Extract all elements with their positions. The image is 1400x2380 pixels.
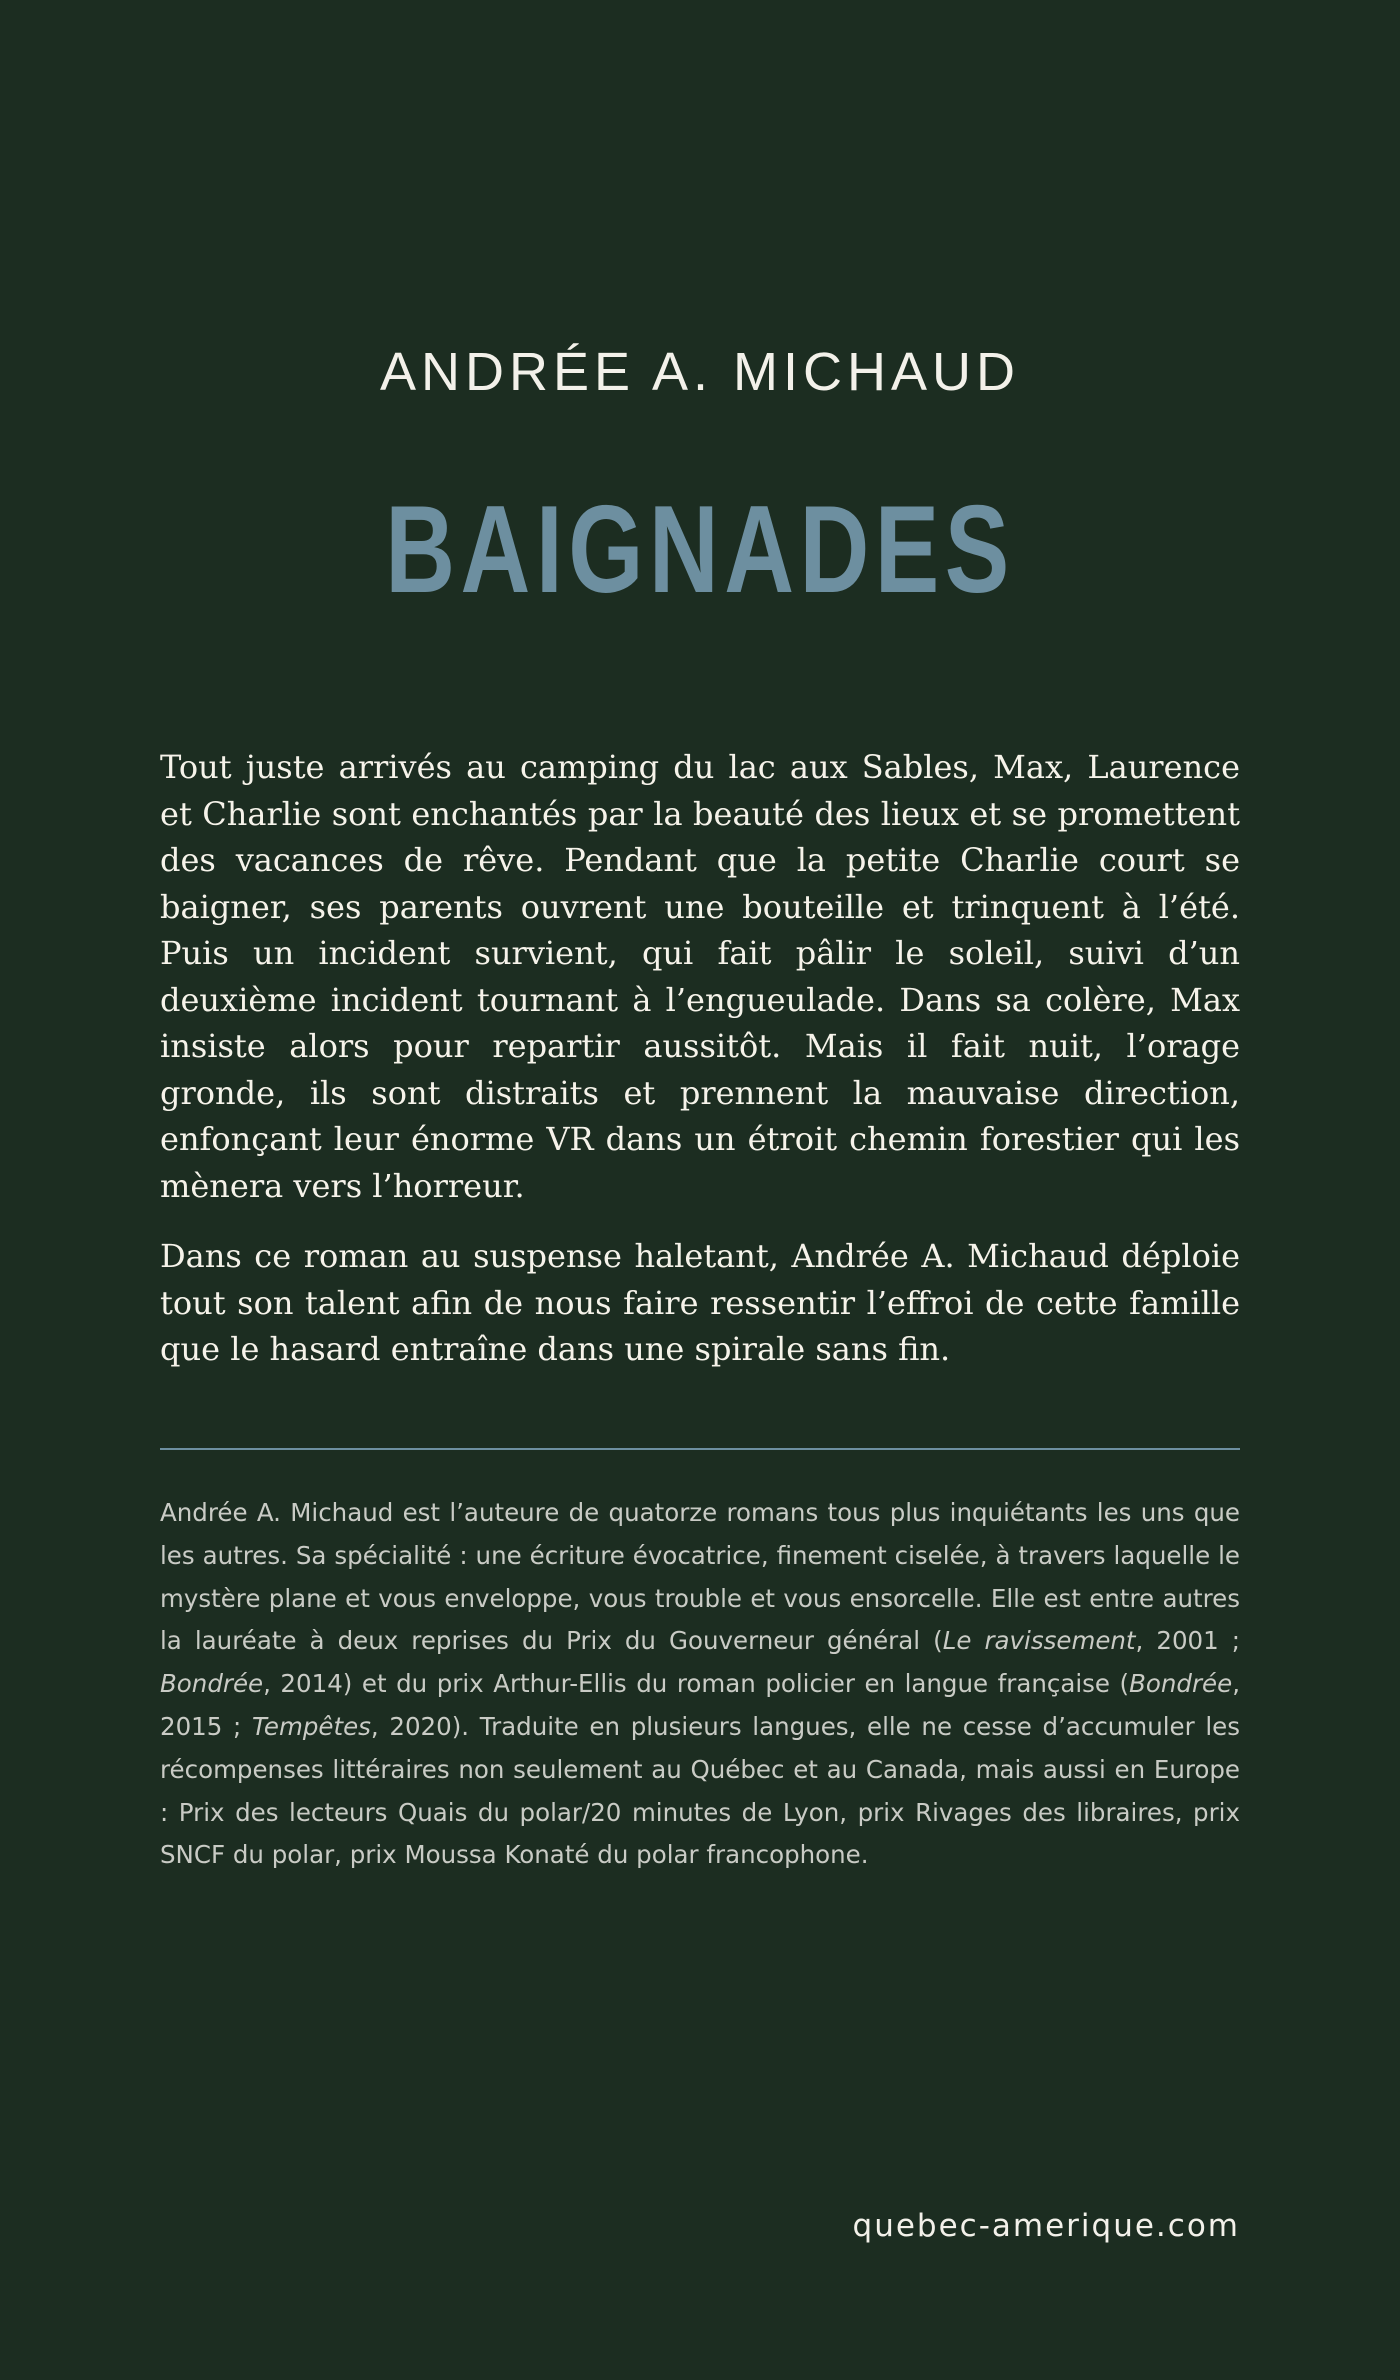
synopsis-paragraph-2: Dans ce roman au suspense haletant, Andrée A. Michaud déploie tout son talent afin de nous faire ressentir l’effroi de cette famille que le hasard entraîne dans une spirale sans fin.	[160, 1237, 1240, 1368]
author-bio	[160, 1492, 1240, 1877]
bio-text: , 2001 ;	[1135, 1626, 1241, 1656]
bio-book-title: Bondrée	[1129, 1669, 1233, 1699]
author-name: ANDRÉE A. MICHAUD	[379, 342, 1021, 402]
bio-text: , 2014) et du prix Arthur-Ellis du roman policier en langue française (	[263, 1669, 1130, 1699]
bio-book-title: Tempêtes	[251, 1711, 371, 1741]
synopsis	[160, 744, 1240, 1397]
bio-book-title: Le ravissement	[942, 1626, 1136, 1656]
synopsis-paragraph-1: Tout juste arrivés au camping du lac aux Sables, Max, Laurence et Charlie sont enchantés par la beauté des lieux et se promettent des vacances de rêve. Pendant que la petite Charlie court se baigner, ses parents ouvrent une bouteille et trinquent à l’été. Puis un incident survient, qui fait pâlir le soleil, suivi d’un deuxième incident tournant à l’engueulade. Dans sa colère, Max insiste alors pour repartir aussitôt. Mais il fait nuit, l’orage gronde, ils sont distraits et prennent la mauvaise direction, enfonçant leur énorme VR dans un étroit chemin forestier qui les mènera vers l’horreur.	[160, 748, 1240, 1205]
publisher-website: quebec-amerique.com	[852, 2208, 1240, 2244]
bio-text: , 2020). Traduite en plusieurs langues, elle ne cesse d’accumuler les récompenses littéraires non seulement au Québec et au Canada, mais aussi en Europe : Prix des lecteurs Quais du polar/20 minutes de Lyon, prix Rivages des libraires, prix SNCF du polar, prix Moussa Konaté du polar francophone.	[160, 1711, 1240, 1870]
bio-text: , 2015 ;	[160, 1669, 1240, 1741]
section-divider	[160, 1448, 1240, 1450]
bio-text: Andrée A. Michaud est l’auteure de quatorze romans tous plus inquiétants les uns que les autres. Sa spécialité : une écriture évocatrice, finement ciselée, à travers laquelle le mystère plane et vous enveloppe, vous trouble et vous ensorcelle. Elle est entre autres la lauréate à deux reprises du Prix du Gouverneur général (	[160, 1498, 1240, 1656]
bio-book-title: Bondrée	[160, 1669, 264, 1699]
book-title: BAIGNADES	[385, 481, 1015, 619]
